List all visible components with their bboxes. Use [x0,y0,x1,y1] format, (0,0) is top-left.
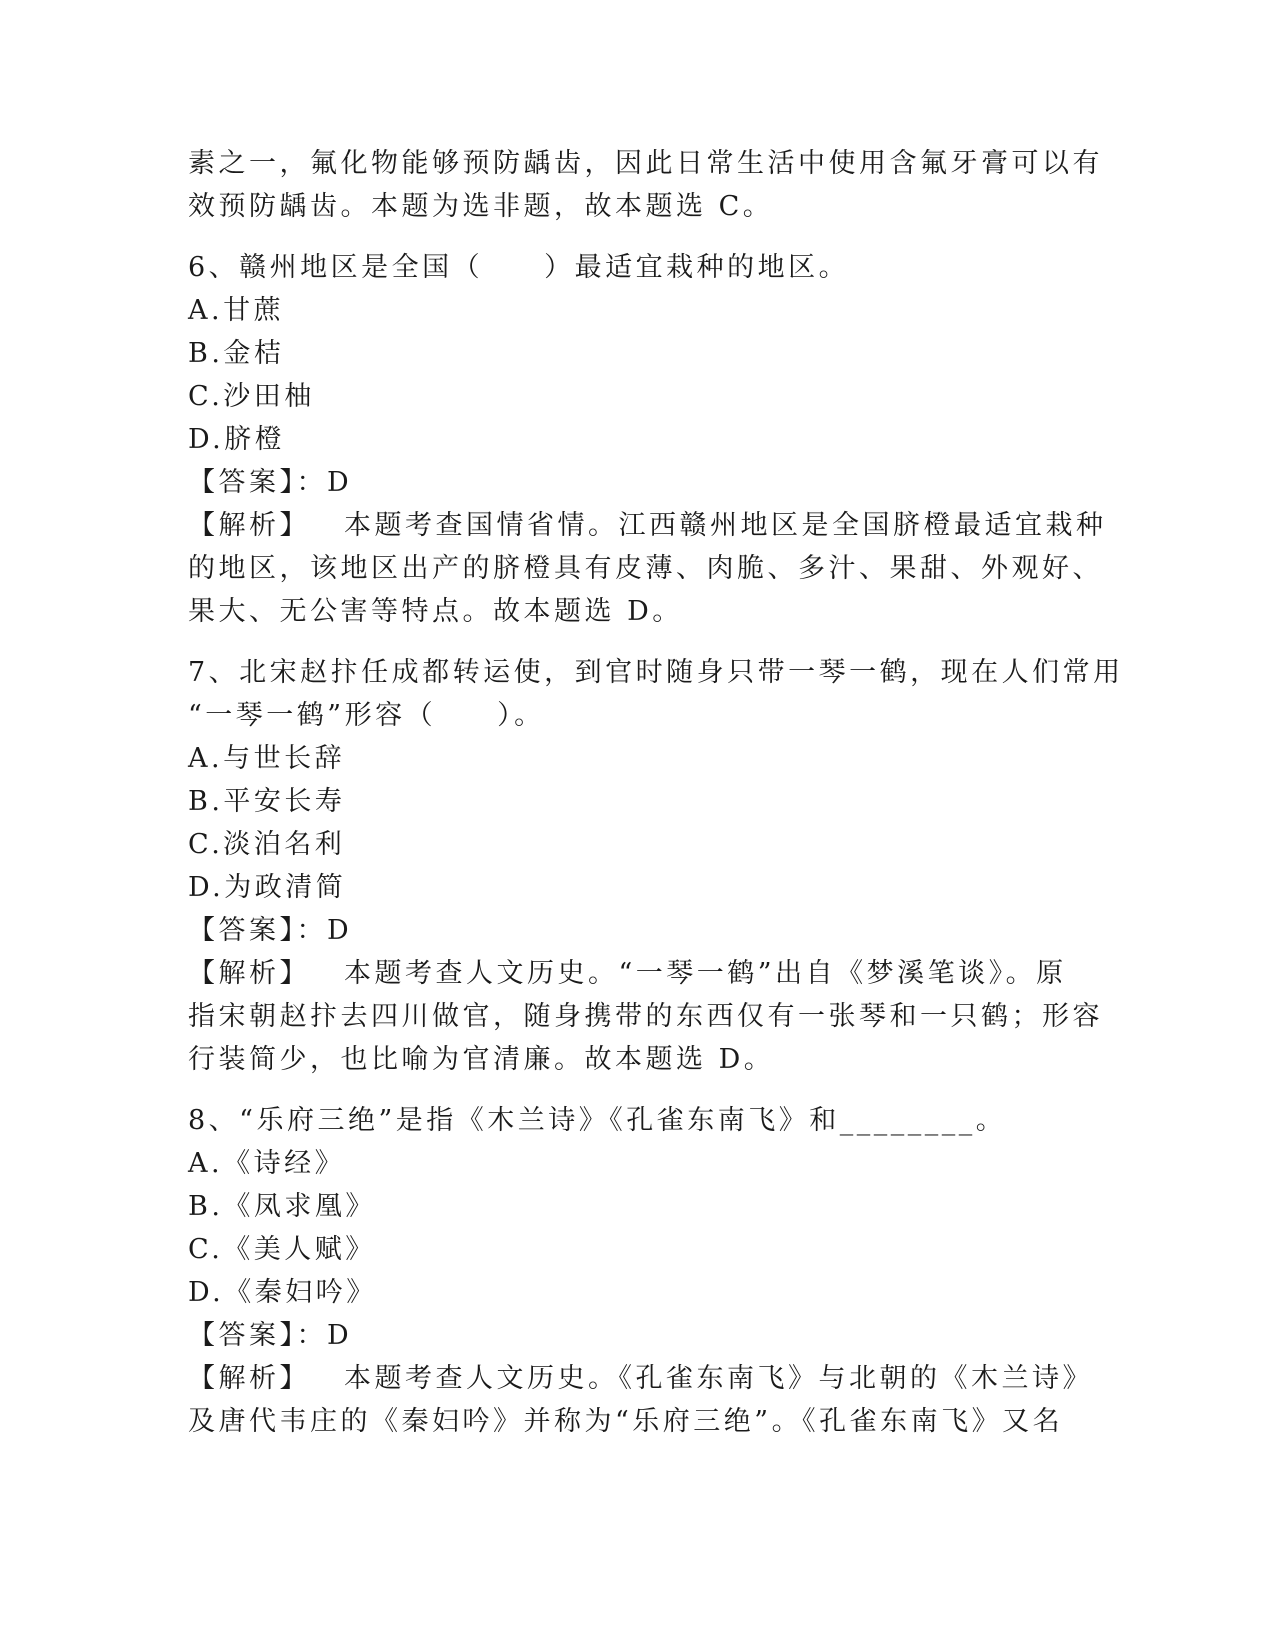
question-8 [188,1099,1093,1443]
option-d: D.《秦妇吟》 [188,1277,377,1308]
analysis-text: 的地区，该地区出产的脐橙具有皮薄、肉脆、多汁、果甜、外观好、 [188,553,1103,584]
question-stem: 6、赣州地区是全国（ ）最适宜栽种的地区。 [188,252,850,283]
answer-line [188,1314,1088,1357]
option-a: A.甘蔗 [188,295,285,326]
analysis-text: 本题考查国情省情。江西赣州地区是全国脐橙最适宜栽种 [344,510,1107,541]
option-a: A.《诗经》 [188,1148,346,1179]
question-7 [188,651,1124,1081]
intro-paragraph [188,142,1103,228]
option-a: A.与世长辞 [188,743,346,774]
analysis-text: 指宋朝赵抃去四川做官，随身携带的东西仅有一张琴和一只鹤；形容 [188,1001,1103,1032]
answer-line [188,909,1088,952]
analysis-text: 果大、无公害等特点。故本题选 D。 [188,596,683,627]
answer-label: 【答案】： [188,915,327,946]
option-c: C.《美人赋》 [188,1234,376,1265]
question-stem: 8、“乐府三绝”是指《木兰诗》《孔雀东南飞》和________。 [188,1105,1007,1136]
answer-label: 【答案】： [188,467,327,498]
analysis-label: 【解析】 [188,510,310,541]
analysis-label: 【解析】 [188,958,310,989]
option-c: C.沙田柚 [188,381,315,412]
answer-value: D [327,1320,353,1351]
text-line: 素之一，氟化物能够预防龋齿，因此日常生活中使用含氟牙膏可以有 [188,148,1103,179]
analysis-label: 【解析】 [188,1363,310,1394]
option-c: C.淡泊名利 [188,829,346,860]
option-b: B.平安长寿 [188,786,346,817]
analysis-line [188,504,1107,547]
document-page [188,142,1124,1443]
answer-line [188,461,1088,504]
option-b: B.《凤求凰》 [188,1191,376,1222]
option-d: D.脐橙 [188,424,286,455]
option-d: D.为政清简 [188,872,347,903]
question-stem: 7、北宋赵抃任成都转运使，到官时随身只带一琴一鹤，现在人们常用 [188,657,1124,688]
analysis-line [188,1357,1093,1400]
analysis-text: 本题考查人文历史。《孔雀东南飞》与北朝的《木兰诗》 [344,1363,1093,1394]
option-b: B.金桔 [188,338,285,369]
analysis-text: 行装简少，也比喻为官清廉。故本题选 D。 [188,1044,775,1075]
text-line: 效预防龋齿。本题为选非题，故本题选 C。 [188,191,774,222]
answer-label: 【答案】： [188,1320,327,1351]
analysis-text: 本题考查人文历史。“一琴一鹤”出自《梦溪笔谈》。原 [344,958,1067,989]
analysis-text: 及唐代韦庄的《秦妇吟》并称为“乐府三绝”。《孔雀东南飞》又名 [188,1406,1064,1437]
answer-value: D [327,467,353,498]
question-6 [188,246,1107,633]
question-stem: “一琴一鹤”形容（ ）。 [188,700,545,731]
answer-value: D [327,915,353,946]
analysis-line [188,952,1088,995]
